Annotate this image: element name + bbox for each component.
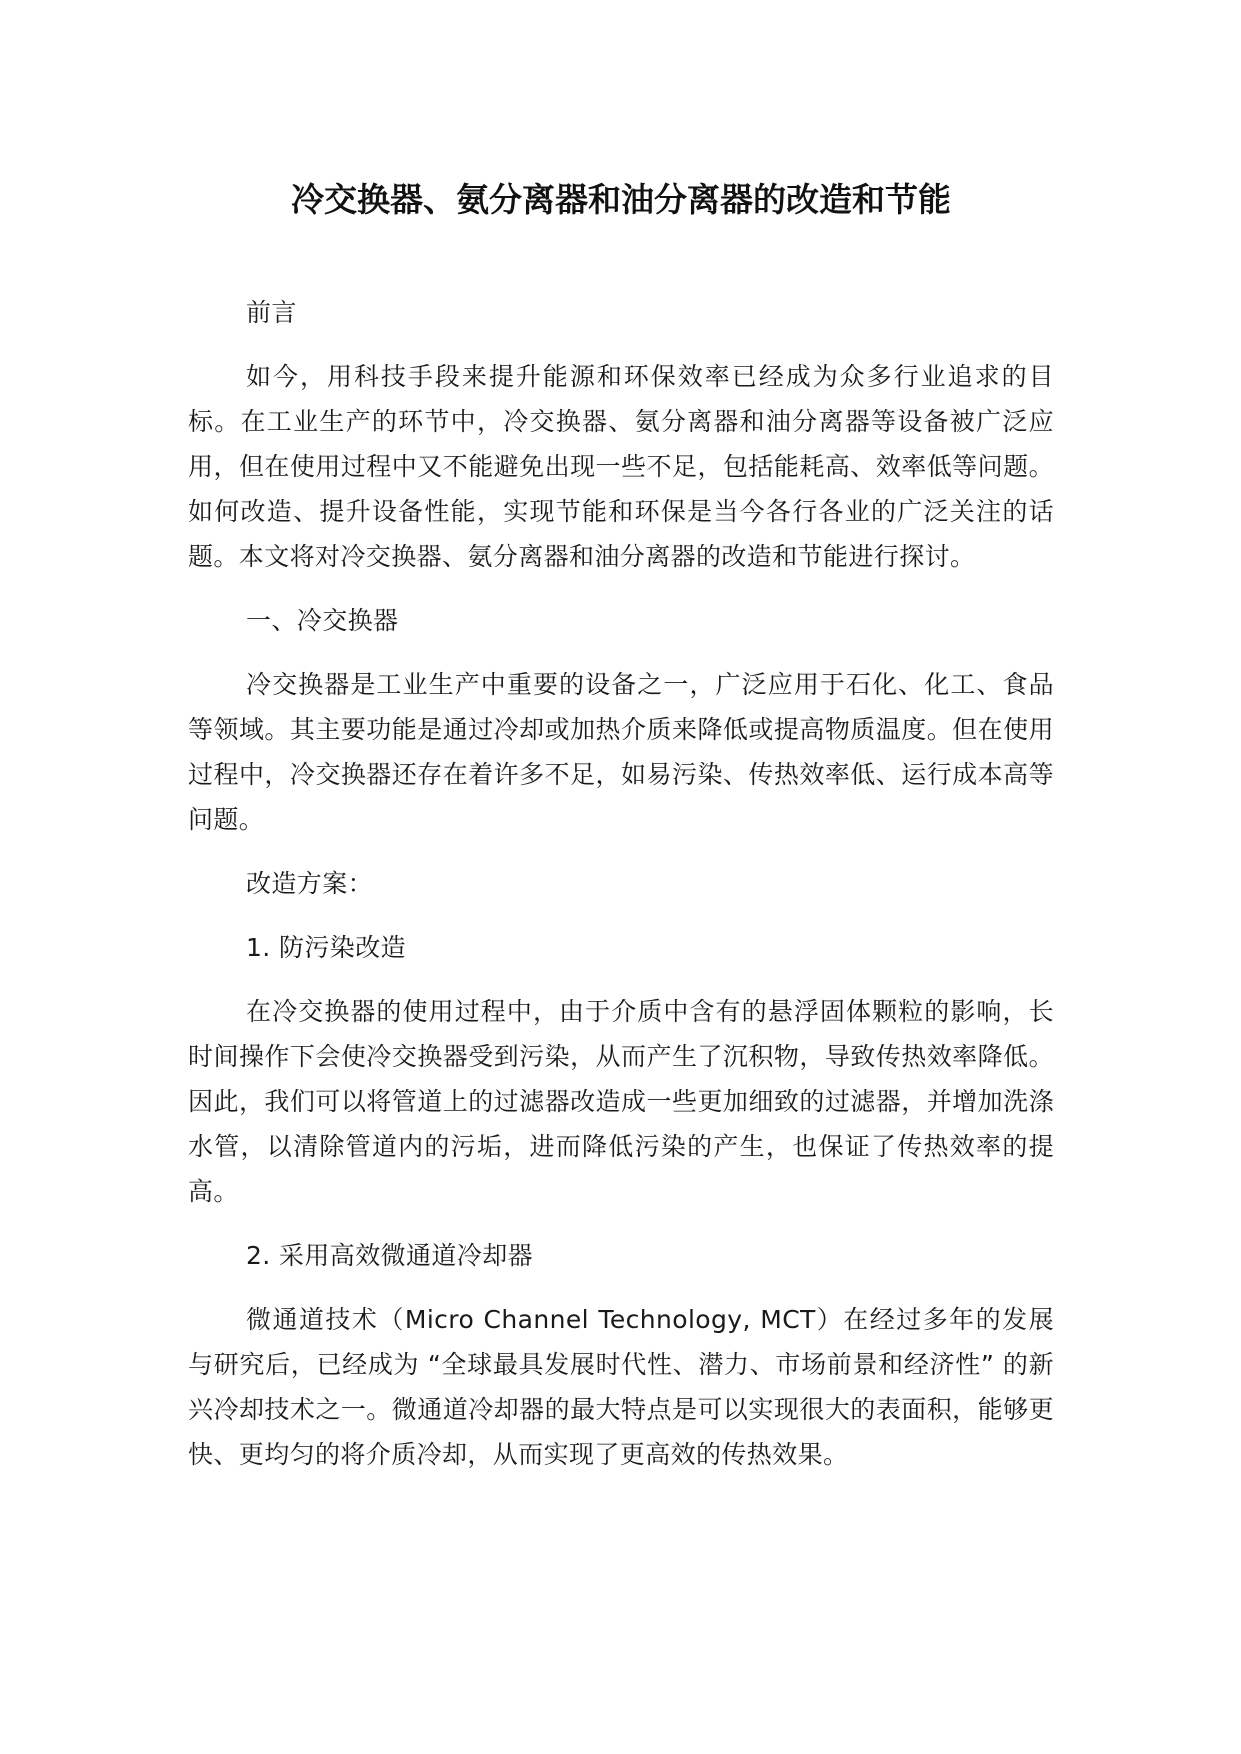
document-title: 冷交换器、氨分离器和油分离器的改造和节能 xyxy=(291,180,951,219)
document-body xyxy=(188,290,1054,1496)
section-heading-cold-exchanger: 一、冷交换器 xyxy=(246,606,399,635)
paragraph-anti-pollution: 在冷交换器的使用过程中，由于介质中含有的悬浮固体颗粒的影响，长时间操作下会使冷交换器受到污染，从而产生了沉积物，导致传热效率降低。因此，我们可以将管道上的过滤器改造成一些更加细致的过滤器，并增加洗涤水管，以清除管道内的污垢，进而降低污染的产生，也保证了传热效率的提高。 xyxy=(188,997,1054,1206)
subheading-anti-pollution: 1. 防污染改造 xyxy=(246,933,406,962)
paragraph-intro: 如今，用科技手段来提升能源和环保效率已经成为众多行业追求的目标。在工业生产的环节中，冷交换器、氨分离器和油分离器等设备被广泛应用，但在使用过程中又不能避免出现一些不足，包括能耗高、效率低等问题。如何改造、提升设备性能，实现节能和环保是当今各行各业的广泛关注的话题。本文将对冷交换器、氨分离器和油分离器的改造和节能进行探讨。 xyxy=(188,362,1054,571)
paragraph-microchannel: 微通道技术（Micro Channel Technology, MCT）在经过多年的发展与研究后，已经成为 “全球最具发展时代性、潜力、市场前景和经济性” 的新兴冷却技术之一。微通道冷却器的最大特点是可以实现很大的表面积，能够更快、更均匀的将介质冷却，从而实现了更高效的传热效果。 xyxy=(188,1305,1054,1469)
subheading-microchannel: 2. 采用高效微通道冷却器 xyxy=(246,1241,534,1270)
subheading-plan: 改造方案： xyxy=(246,869,374,898)
section-heading-preface: 前言 xyxy=(246,298,297,327)
paragraph-cold-exchanger: 冷交换器是工业生产中重要的设备之一，广泛应用于石化、化工、食品等领域。其主要功能是通过冷却或加热介质来降低或提高物质温度。但在使用过程中，冷交换器还存在着许多不足，如易污染、传热效率低、运行成本高等问题。 xyxy=(188,670,1054,834)
